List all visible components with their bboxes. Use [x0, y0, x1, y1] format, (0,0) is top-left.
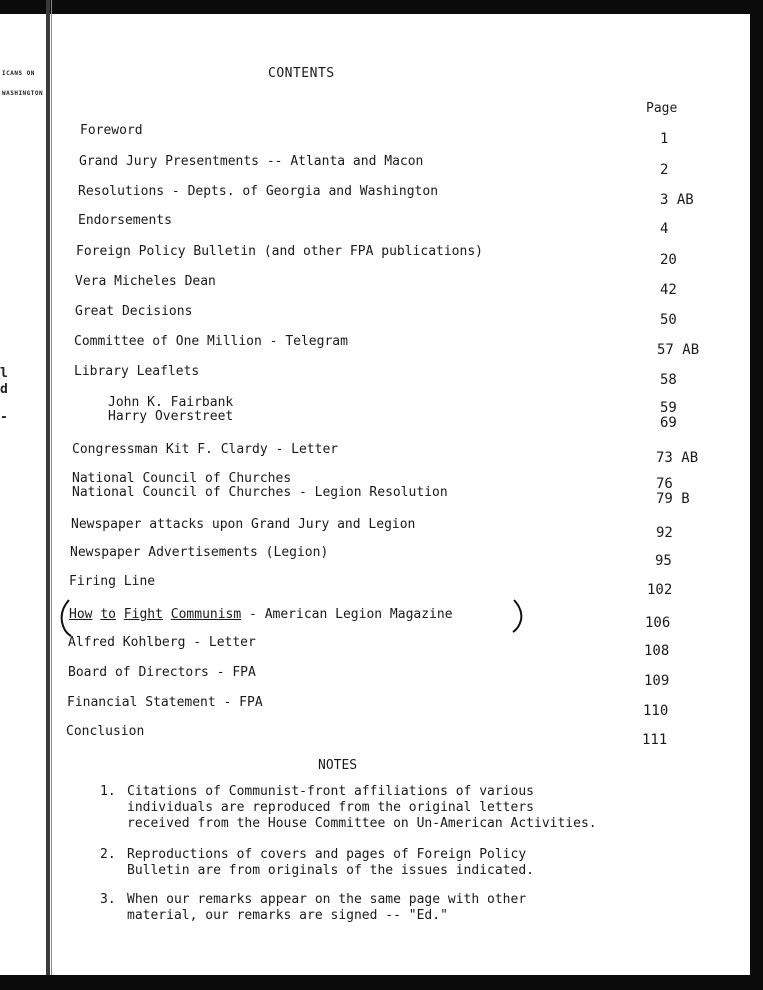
- binding-fold: [46, 0, 50, 975]
- toc-title: Grand Jury Presentments -- Atlanta and Macon: [79, 154, 424, 169]
- toc-page-number: 79 B: [656, 491, 690, 507]
- notes-heading: NOTES: [318, 758, 358, 773]
- toc-entry: [55, 665, 735, 689]
- toc-entry: [55, 485, 735, 505]
- toc-title: Conclusion: [66, 724, 145, 739]
- toc-page-number: 2: [660, 162, 669, 178]
- toc-title: Endorsements: [78, 213, 172, 228]
- toc-entry: [55, 154, 735, 178]
- toc-title: [69, 607, 453, 622]
- toc-entry: [55, 442, 735, 466]
- toc-title: John K. Fairbank: [108, 395, 234, 410]
- toc-entry: [55, 517, 735, 541]
- scan-border-bottom: [0, 975, 763, 990]
- binding-fold-line: [51, 0, 52, 975]
- toc-entry-circled: [55, 607, 735, 631]
- scan-border-right: [750, 0, 763, 990]
- adjacent-page-fragment: WASHINGTON: [2, 90, 44, 97]
- underlined-word: How: [69, 607, 93, 622]
- toc-title: Board of Directors - FPA: [68, 665, 256, 680]
- toc-title: National Council of Churches: [72, 471, 292, 486]
- toc-page-number: 109: [644, 673, 670, 689]
- toc-title: Alfred Kohlberg - Letter: [68, 635, 256, 650]
- contents-heading: CONTENTS: [268, 66, 335, 81]
- toc-entry: [55, 724, 735, 748]
- toc-page-number: 76: [656, 476, 673, 492]
- toc-entry: [55, 364, 735, 388]
- toc-page-number: 59: [660, 400, 677, 416]
- toc-title-rest: - American Legion Magazine: [249, 607, 453, 622]
- toc-page-number: 4: [660, 221, 669, 237]
- toc-entry: [55, 184, 735, 208]
- toc-title: Firing Line: [69, 574, 156, 589]
- toc-page-number: 95: [655, 553, 672, 569]
- adjacent-page-fragment: -: [0, 410, 8, 425]
- toc-entry: [55, 213, 735, 237]
- toc-page-number: 92: [656, 525, 673, 541]
- adjacent-page-fragment: ICANS ON: [2, 70, 35, 77]
- toc-entry: [55, 545, 735, 569]
- note-item: [100, 784, 720, 834]
- toc-title: Great Decisions: [75, 304, 193, 319]
- toc-page-number: 20: [660, 252, 677, 268]
- toc-title: Newspaper Advertisements (Legion): [70, 545, 329, 560]
- toc-page-number: 102: [647, 582, 673, 598]
- page-column-label: Page: [646, 101, 678, 116]
- toc-entry: [55, 244, 735, 268]
- toc-page-number: 50: [660, 312, 677, 328]
- toc-page-number: 58: [660, 372, 677, 388]
- toc-title: Congressman Kit F. Clardy - Letter: [72, 442, 339, 457]
- toc-title: Foreign Policy Bulletin (and other FPA publications): [76, 244, 483, 259]
- toc-page-number: 106: [645, 615, 671, 631]
- note-item: [100, 847, 720, 881]
- toc-page-number: 108: [644, 643, 670, 659]
- underlined-word: to: [100, 607, 116, 622]
- toc-title: Library Leaflets: [74, 364, 200, 379]
- note-number: 2.: [100, 847, 116, 862]
- toc-title: Newspaper attacks upon Grand Jury and Legion: [71, 517, 416, 532]
- toc-entry: [55, 635, 735, 659]
- toc-page-number: 42: [660, 282, 677, 298]
- toc-page-number: 3 AB: [660, 192, 694, 208]
- toc-title: Committee of One Million - Telegram: [74, 334, 348, 349]
- underlined-word: Fight: [123, 607, 163, 622]
- toc-page-number: 110: [643, 703, 669, 719]
- toc-title: Foreword: [80, 123, 143, 138]
- note-text: Reproductions of covers and pages of Foreign Policy Bulletin are from originals of the issues indicated.: [127, 847, 534, 878]
- scan-border-top: [0, 0, 763, 14]
- toc-entry: [55, 274, 735, 298]
- toc-title: National Council of Churches - Legion Resolution: [72, 485, 448, 500]
- handwritten-left-paren: [58, 598, 72, 638]
- toc-page-number: 73 AB: [656, 450, 699, 466]
- toc-entry: [55, 695, 735, 719]
- toc-entry: [55, 334, 735, 358]
- note-text: When our remarks appear on the same page with other material, our remarks are signed -- "Ed.": [127, 892, 527, 923]
- toc-page-number: 57 AB: [657, 342, 700, 358]
- adjacent-page-fragment: d: [0, 382, 8, 397]
- toc-title: Harry Overstreet: [108, 409, 234, 424]
- toc-page-number: 1: [660, 131, 669, 147]
- note-text: Citations of Communist-front affiliations of various individuals are reproduced from the original letters received from the House Committee on Un-American Activities.: [127, 784, 597, 831]
- note-number: 3.: [100, 892, 116, 907]
- toc-entry: [55, 304, 735, 328]
- toc-page-number: 69: [660, 415, 677, 431]
- note-number: 1.: [100, 784, 116, 799]
- toc-title: Resolutions - Depts. of Georgia and Washington: [78, 184, 439, 199]
- note-item: [100, 892, 720, 926]
- toc-title: Financial Statement - FPA: [67, 695, 263, 710]
- toc-page-number: 111: [642, 732, 668, 748]
- adjacent-page-fragment: l: [0, 366, 8, 381]
- document-page: [55, 14, 750, 975]
- toc-title: Vera Micheles Dean: [75, 274, 216, 289]
- handwritten-right-paren: [511, 598, 525, 634]
- underlined-word: Communism: [170, 607, 242, 622]
- toc-entry: [55, 574, 735, 598]
- toc-entry: [55, 123, 735, 147]
- toc-subentry: [55, 409, 735, 429]
